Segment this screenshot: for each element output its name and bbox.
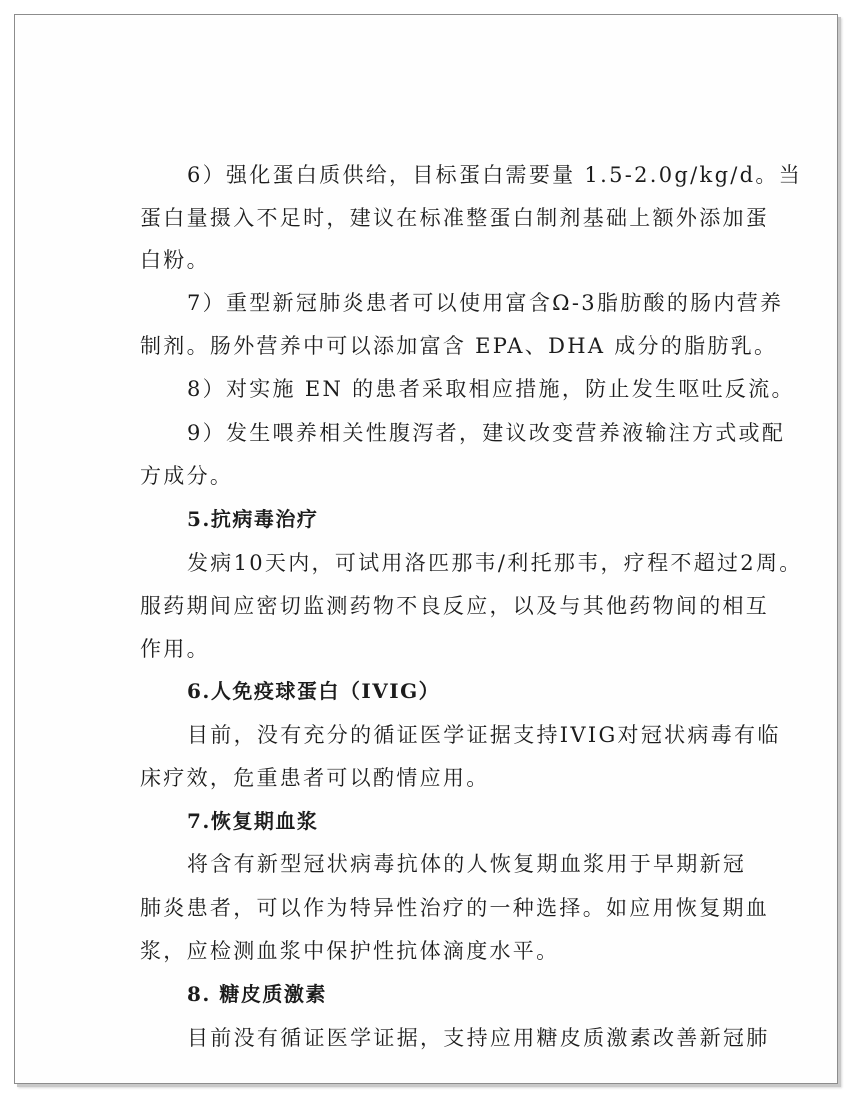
section-heading-plasma: 7.恢复期血浆 [187,809,319,833]
page-frame [14,14,838,1084]
paragraph-line: 肺炎患者，可以作为特异性治疗的一种选择。如应用恢复期血 [140,896,770,920]
paragraph-line: 方成分。 [140,464,234,488]
paragraph-line: 8）对实施 EN 的患者采取相应措施，防止发生呕吐反流。 [187,377,795,401]
paragraph-line: 发病10天内，可试用洛匹那韦/利托那韦，疗程不超过2周。 [187,551,803,575]
paragraph-line: 作用。 [140,637,210,661]
paragraph-line: 9）发生喂养相关性腹泻者，建议改变营养液输注方式或配 [187,421,786,445]
paragraph-line: 蛋白量摄入不足时，建议在标准整蛋白制剂基础上额外添加蛋 [140,206,770,230]
paragraph-line: 白粉。 [140,248,210,272]
paragraph-line: 床疗效，危重患者可以酌情应用。 [140,766,490,790]
section-heading-antiviral: 5.抗病毒治疗 [187,507,319,531]
paragraph-line: 服药期间应密切监测药物不良反应，以及与其他药物间的相互 [140,594,770,618]
paragraph-line: 目前没有循证医学证据，支持应用糖皮质激素改善新冠肺 [187,1026,770,1050]
paragraph-line: 7）重型新冠肺炎患者可以使用富含Ω-3脂肪酸的肠内营养 [187,291,784,315]
document-body [15,15,837,1083]
section-heading-glucocorticoid: 8. 糖皮质激素 [187,982,327,1006]
paragraph-line: 目前，没有充分的循证医学证据支持IVIG对冠状病毒有临 [187,723,781,747]
paragraph-line: 将含有新型冠状病毒抗体的人恢复期血浆用于早期新冠 [187,852,747,876]
paragraph-line: 6）强化蛋白质供给，目标蛋白需要量 1.5-2.0g/kg/d。当 [187,163,803,187]
paragraph-line: 浆，应检测血浆中保护性抗体滴度水平。 [140,939,560,963]
paragraph-line: 制剂。肠外营养中可以添加富含 EPA、DHA 成分的脂肪乳。 [140,334,778,358]
section-heading-ivig: 6.人免疫球蛋白（IVIG） [187,679,441,703]
